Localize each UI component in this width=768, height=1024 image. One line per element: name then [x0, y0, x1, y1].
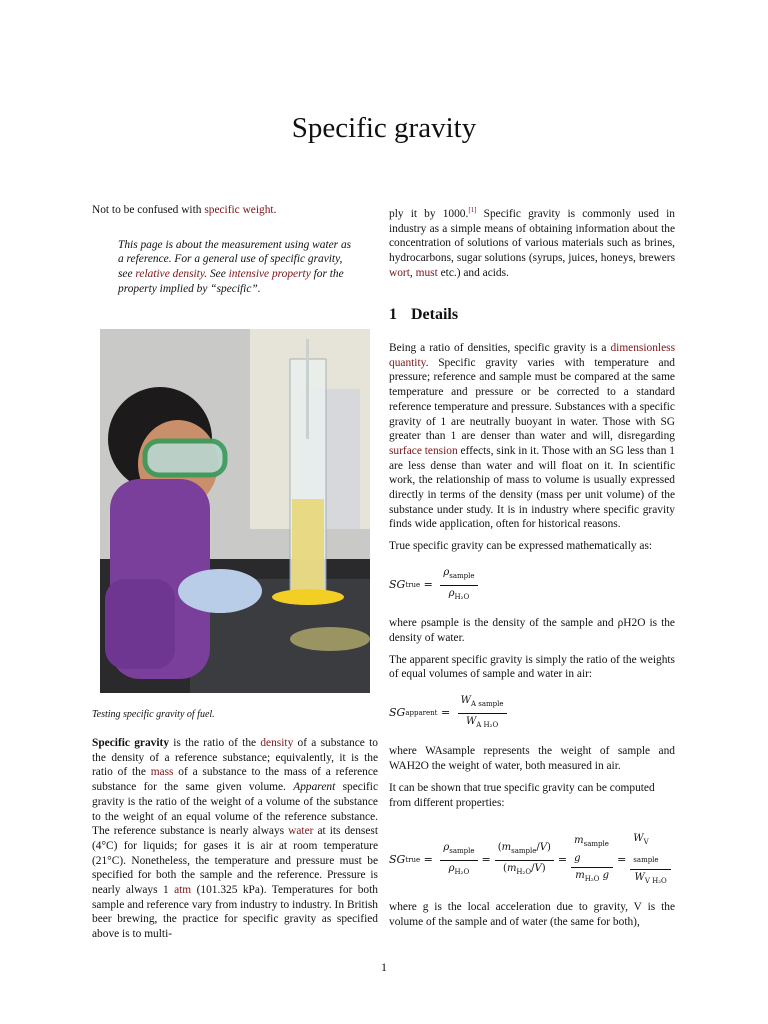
- disambiguation-note: Not to be confused with specific weight.: [92, 204, 277, 216]
- left-column: [92, 203, 378, 297]
- citation-1[interactable]: [1]: [468, 206, 477, 214]
- page-title: Specific gravity: [291, 112, 477, 144]
- must-link[interactable]: must: [415, 266, 438, 279]
- details-paragraph: Being a ratio of densities, specific gravity is a dimensionless quantity. Specific gravity varies with temperature and pressure; reference and sample must be compared at the same temperature and pressure or be corrected to a standard reference temperature and pressure. Substances with a specific gravity of 1 are neutrally buoyant in water. Those with SG greater than 1 are denser than water and will, disregarding surface tension effects, sink in it. Those with an SG less than 1 are less dense than water and will float on it. In scientific work, the relationship of mass to volume is usually expressed directly in terms of the density (mass per unit volume) of the substance under study. It is in industry where specific gravity finds wide application, often for historical reasons.: [389, 342, 675, 531]
- where-weight: where WAsample represents the weight of sample and WAH2O the weight of water, both measured in air.: [389, 745, 675, 773]
- specific-weight-link[interactable]: specific weight: [204, 204, 274, 216]
- density-link[interactable]: density: [260, 737, 294, 749]
- page-number: 1: [381, 960, 387, 974]
- wort-link[interactable]: wort: [389, 266, 410, 279]
- apparent-sg-intro: The apparent specific gravity is simply the ratio of the weights of equal volumes of sample and water in air:: [389, 653, 675, 681]
- section-heading-details: 1 Details: [389, 306, 459, 324]
- true-sg-intro: True specific gravity can be expressed mathematically as:: [389, 540, 653, 553]
- dimensionless-quantity-link[interactable]: dimensionless quantity: [389, 342, 675, 369]
- photo-illustration: [100, 329, 370, 693]
- equation-true-sg: SG true = $\frac{\rho_{sample}}{\rho_{H_2O}}$: [389, 566, 675, 604]
- computed-intro: It can be shown that true specific gravity can be computed from different properties:: [389, 781, 655, 809]
- hatnote: This page is about the measurement using water as a reference. For a general use of specific gravity, see relative density. See intensive property for the property implied by “specific”.: [118, 238, 352, 295]
- where-gravity: where g is the local acceleration due to gravity, V is the volume of the sample and of water (the same for both),: [389, 901, 675, 929]
- equation-true-sg-expanded: SG true = $\frac{\rho_{sample}}{\rho_{H_2O}}$ = $\frac{(m_{sample}/V)}{(m_{H_2O}/V)}$ = $\frac{m_{sample} g}{m_{H_2O} g}$ = $\frac{W_{V sample}}{W_{V H_2O}}$: [389, 832, 675, 888]
- surface-tension-link[interactable]: surface tension: [389, 444, 458, 457]
- relative-density-link[interactable]: relative density: [135, 268, 205, 281]
- intro-paragraph-container: [92, 736, 378, 949]
- equation-apparent-sg: SG apparent = $\frac{W_{A sample}}{W_{A H_2O}}$: [389, 694, 675, 732]
- intensive-property-link[interactable]: intensive property: [228, 268, 311, 281]
- figure-caption: Testing specific gravity of fuel.: [92, 709, 215, 720]
- water-link[interactable]: water: [288, 825, 314, 838]
- mass-link[interactable]: mass: [150, 766, 174, 779]
- fuel-testing-photo: [100, 329, 370, 693]
- term-specific-gravity: Specific gravity: [92, 737, 170, 749]
- continuation-paragraph: ply it by 1000.[1] Specific gravity is commonly used in industry as a simple means of obtaining information about the concentration of solutions of various materials such as brines, hydrocarbons, sugar solutions (syrups, juices, honeys, brewers wort, must etc.) and acids.: [389, 206, 675, 279]
- intro-paragraph: Specific gravity is the ratio of the density of a substance to the density of a reference substance; equivalently, it is the ratio of the mass of a substance to the mass of a reference substance for the same given volume. Apparent specific gravity is the ratio of the weight of a volume of the substance to the weight of an equal volume of the reference substance. The reference substance is nearly always water at its densest (4°C) for liquids; for gases it is air at room temperature (21°C). Nonetheless, the temperature and pressure must be specified for both the sample and the reference. Pressure is nearly always 1 atm (101.325 kPa). Temperatures for both sample and reference vary from industry to industry. In British beer brewing, the practice for specific gravity as specified above is to multi-: [92, 737, 379, 941]
- right-column: [389, 203, 675, 937]
- atm-link[interactable]: atm: [174, 884, 192, 897]
- where-density: where ρsample is the density of the sample and ρH2O is the density of water.: [389, 617, 675, 644]
